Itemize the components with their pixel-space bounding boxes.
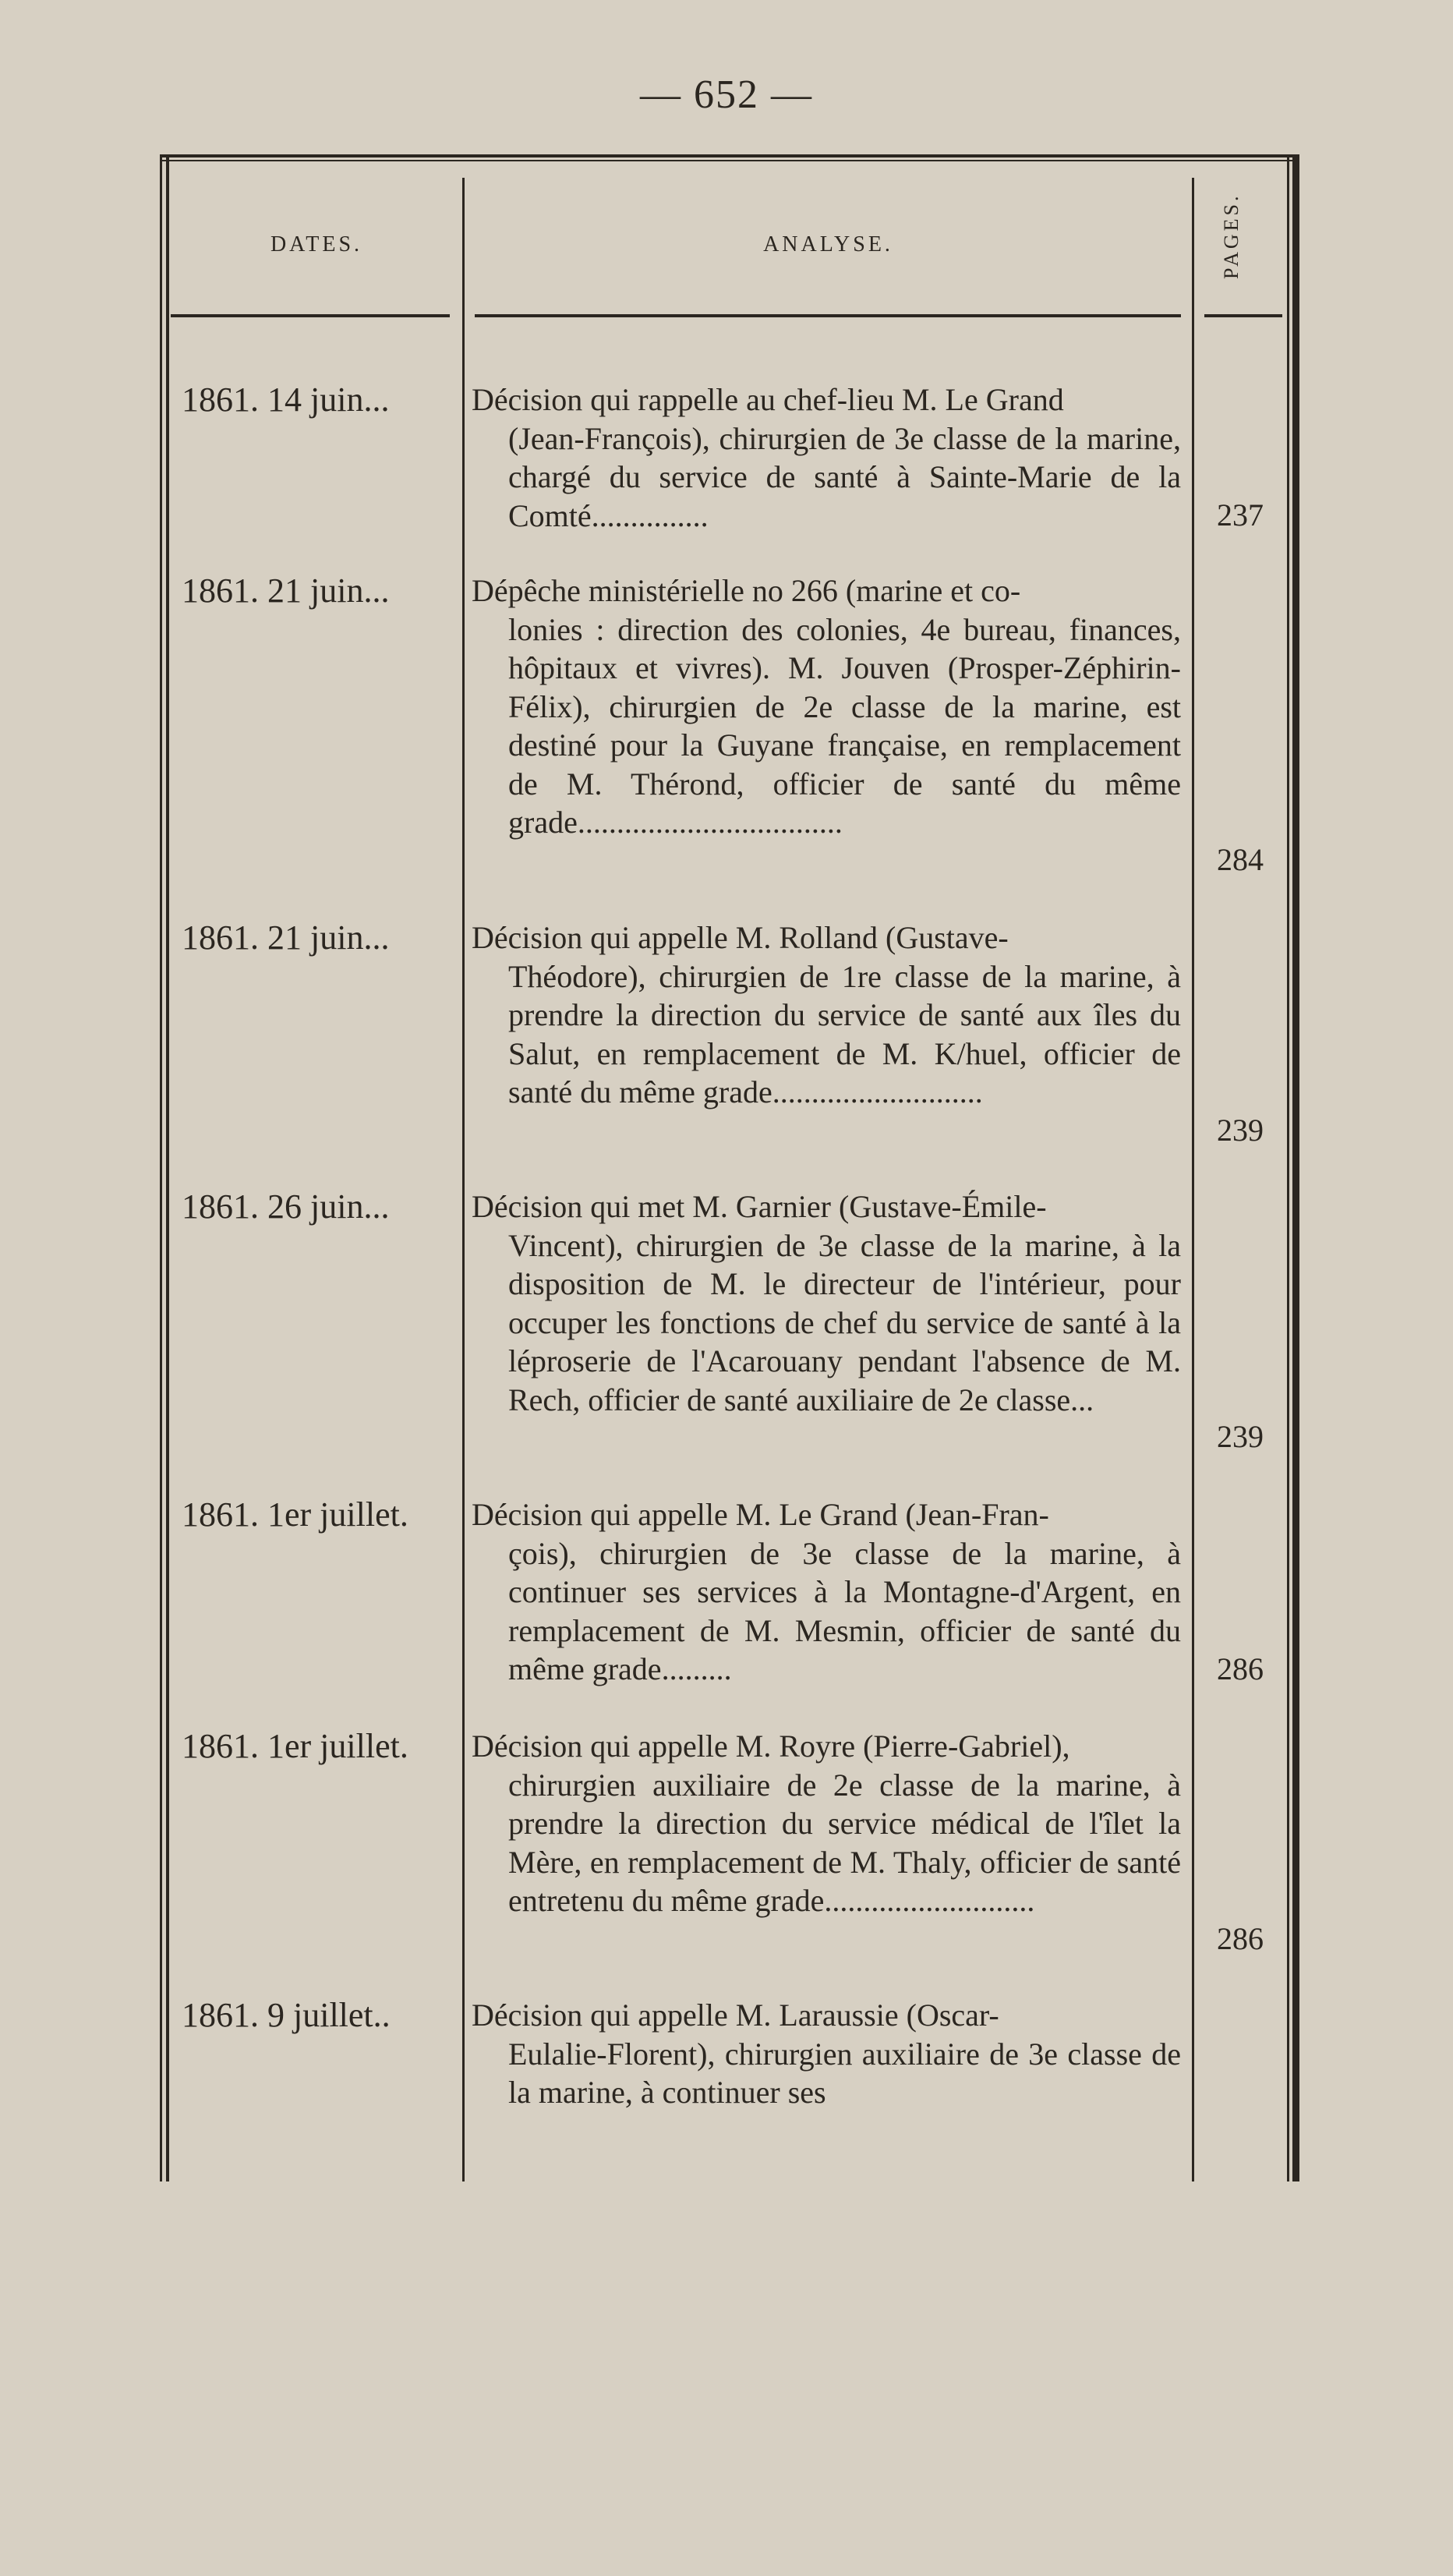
column-header-pages: PAGES. bbox=[1220, 193, 1243, 279]
header-rule-pages bbox=[1204, 314, 1282, 317]
entry-analysis-first-line: Dépêche ministérielle no 266 (marine et co- bbox=[472, 573, 1021, 608]
entry-date: 1861. 21 juin... bbox=[182, 918, 390, 957]
entry-analysis-continuation: lonies : direction des colonies, 4e bureau, finances, hôpitaux et vivres). M. Jouven (Prosper-Zéphirin-Félix), chirurgien de 2e classe de la marine, est destiné pour la Guyane française, en remplacement de M. Thérond, officier de santé du même grade.................................. bbox=[508, 611, 1181, 840]
entry-analysis bbox=[472, 571, 1181, 842]
header-rule-dates bbox=[171, 314, 450, 317]
entry-analysis-continuation: Vincent), chirurgien de 3e classe de la marine, à la disposition de M. le directeur de l'intérieur, pour occuper les fonctions de chef du service de santé à la léproserie de l'Acarouany pendant l'absence de M. Rech, officier de santé auxiliaire de 2e classe... bbox=[508, 1227, 1181, 1417]
entry-page: 239 bbox=[1217, 1419, 1264, 1454]
table-top-rule bbox=[160, 154, 1298, 157]
entry-date: 1861. 1er juillet. bbox=[182, 1727, 408, 1765]
column-header-dates: DATES. bbox=[270, 232, 363, 257]
table-top-rule-thin bbox=[160, 160, 1298, 161]
entry-date: 1861. 1er juillet. bbox=[182, 1495, 408, 1534]
entry-page: 237 bbox=[1217, 497, 1264, 533]
entry-page: 286 bbox=[1217, 1651, 1264, 1686]
entry-analysis-continuation: çois), chirurgien de 3e classe de la marine, à continuer ses services à la Montagne-d'Argent, en remplacement de M. Mesmin, officier de santé du même grade......... bbox=[508, 1535, 1181, 1686]
entry-analysis-first-line: Décision qui met M. Garnier (Gustave-Émile- bbox=[472, 1189, 1047, 1224]
entry-analysis-continuation: chirurgien auxiliaire de 2e classe de la marine, à prendre la direction du service médical de l'îlet la Mère, en remplacement de M. Thaly, officier de santé entretenu du même grade........................... bbox=[508, 1767, 1181, 1918]
entry-date: 1861. 21 juin... bbox=[182, 571, 390, 610]
entry-analysis-continuation: Eulalie-Florent), chirurgien auxiliaire de 3e classe de la marine, à continuer ses bbox=[508, 2036, 1181, 2110]
column-header-analyse: ANALYSE. bbox=[763, 232, 893, 257]
entry-analysis bbox=[472, 918, 1181, 1112]
column-separator-pages bbox=[1192, 178, 1194, 2181]
entry-page: 239 bbox=[1217, 1113, 1264, 1148]
entry-analysis-first-line: Décision qui rappelle au chef-lieu M. Le Grand bbox=[472, 382, 1064, 417]
entry-analysis-first-line: Décision qui appelle M. Le Grand (Jean-Fran- bbox=[472, 1497, 1049, 1532]
entry-page: 286 bbox=[1217, 1921, 1264, 1956]
table-left-border-inner bbox=[166, 154, 169, 2181]
entry-analysis bbox=[472, 1727, 1181, 1920]
column-separator-dates bbox=[462, 178, 465, 2181]
table-right-border bbox=[1292, 154, 1299, 2181]
entry-analysis bbox=[472, 1996, 1181, 2112]
entry-date: 1861. 9 juillet.. bbox=[182, 1996, 391, 2034]
header-rule-analyse bbox=[475, 314, 1181, 317]
entry-analysis-first-line: Décision qui appelle M. Rolland (Gustave- bbox=[472, 920, 1009, 955]
entry-analysis bbox=[472, 1187, 1181, 1419]
entry-analysis-continuation: (Jean-François), chirurgien de 3e classe de la marine, chargé du service de santé à Sainte-Marie de la Comté............... bbox=[508, 420, 1181, 533]
entry-analysis-first-line: Décision qui appelle M. Laraussie (Oscar- bbox=[472, 1997, 999, 2033]
entry-analysis-first-line: Décision qui appelle M. Royre (Pierre-Gabriel), bbox=[472, 1729, 1070, 1764]
table-right-border-inner bbox=[1287, 154, 1289, 2181]
table-left-border bbox=[160, 154, 162, 2181]
entry-analysis bbox=[472, 380, 1181, 535]
entry-analysis-continuation: Théodore), chirurgien de 1re classe de la marine, à prendre la direction du service de santé aux îles du Salut, en remplacement de M. K/huel, officier de santé du même grade........................... bbox=[508, 958, 1181, 1109]
entry-page: 284 bbox=[1217, 842, 1264, 877]
page-number: — 652 — bbox=[640, 73, 813, 117]
entry-analysis bbox=[472, 1495, 1181, 1689]
entry-date: 1861. 14 juin... bbox=[182, 380, 390, 419]
entry-date: 1861. 26 juin... bbox=[182, 1187, 390, 1226]
register-table bbox=[160, 154, 1298, 2181]
